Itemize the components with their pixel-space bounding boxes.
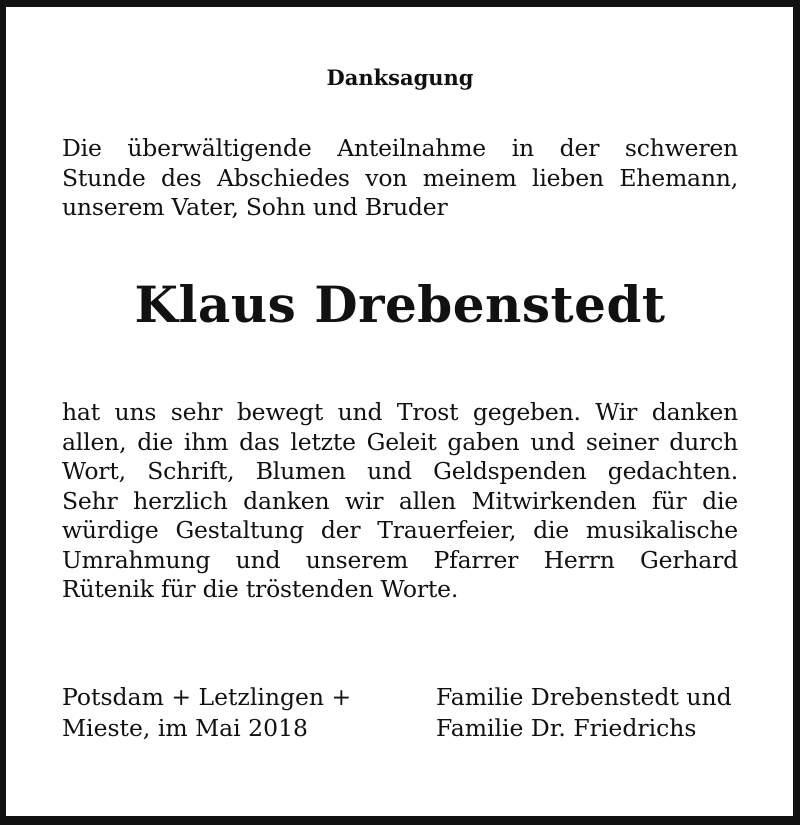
thanks-line: würdige Gestaltung der Trauerfeier, die musikalische: [62, 516, 738, 544]
signatory-line: Familie Dr. Friedrichs: [436, 714, 697, 742]
deceased-name: Klaus Drebenstedt: [134, 275, 666, 334]
place-date-line: Potsdam + Letzlingen +: [62, 683, 352, 711]
intro-line: Stunde des Abschiedes von meinem lieben Ehemann,: [62, 163, 738, 192]
signatories: [436, 682, 732, 744]
signatory-line: Familie Drebenstedt und: [436, 683, 732, 711]
intro-line: Die überwältigende Anteilnahme in der schweren: [62, 134, 738, 162]
thanks-line: allen, die ihm das letzte Geleit gaben und seiner durch: [62, 427, 738, 456]
intro-paragraph: [62, 134, 738, 223]
notice-heading: Danksagung: [326, 65, 474, 90]
place-date-line: Mieste, im Mai 2018: [62, 714, 308, 742]
thanks-line: hat uns sehr bewegt und Trost gegeben. Wir danken: [62, 398, 738, 426]
thanks-line: Wort, Schrift, Blumen und Geldspenden gedachten.: [62, 457, 738, 485]
thanks-line: Rütenik für die tröstenden Worte.: [62, 575, 459, 603]
intro-line: unserem Vater, Sohn und Bruder: [62, 193, 448, 221]
thanks-line: Umrahmung und unserem Pfarrer Herrn Gerhard: [62, 545, 738, 574]
place-date: [62, 682, 351, 744]
thanks-line: Sehr herzlich danken wir allen Mitwirkenden für die: [62, 486, 738, 515]
thanks-paragraph: [62, 398, 738, 605]
